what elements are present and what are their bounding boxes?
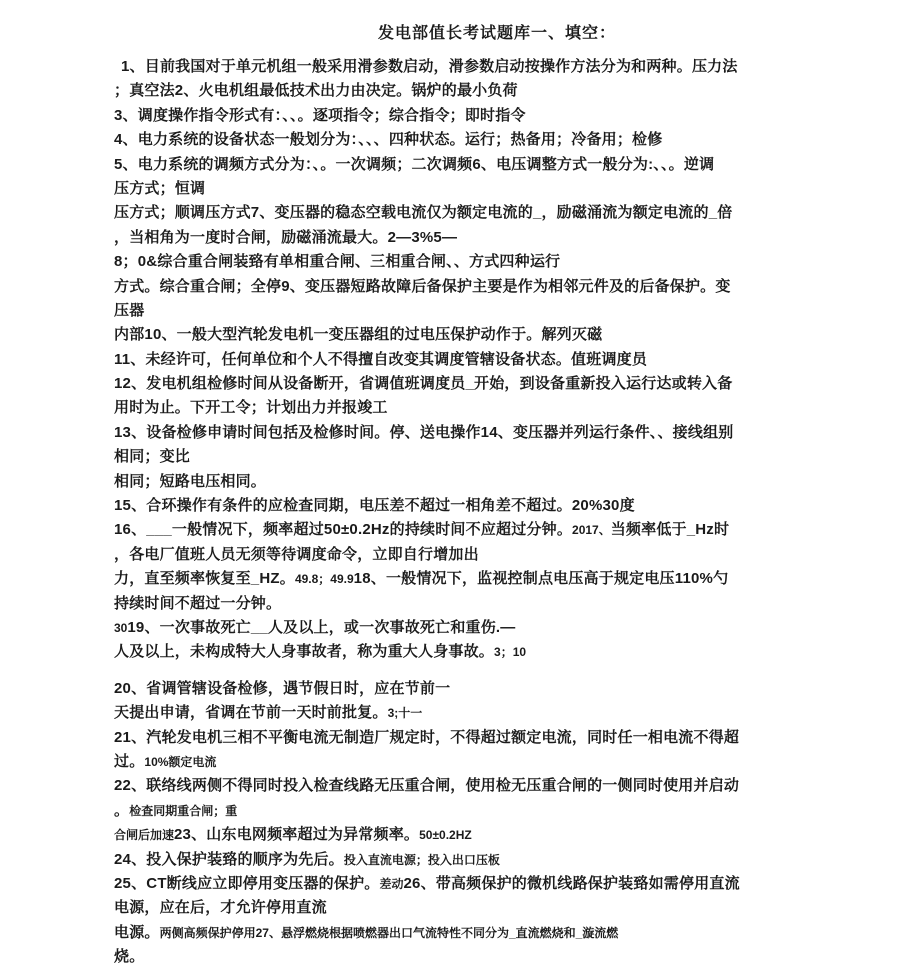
text-run: 25、CT断线应立即停用变压器的保护。 bbox=[114, 874, 380, 892]
text-run: 用时为止。下开工令；计划出力并报竣工 bbox=[114, 399, 388, 417]
text-line bbox=[114, 299, 810, 323]
text-line bbox=[114, 848, 810, 872]
text-line bbox=[114, 372, 810, 396]
text-line bbox=[114, 201, 810, 225]
text-run: 8；0&综合重合闸装臵有单相重合闸、三相重合闸、、方式四种运行 bbox=[114, 253, 561, 271]
text-run: 检查同期重合闸；重 bbox=[129, 803, 238, 818]
text-run: 内部10、一般大型汽轮发电机一变压器组的过电压保护动作于。解列灭磁 bbox=[114, 326, 603, 344]
text-run: 3、调度操作指令形式有：、、。逐项指令；综合指令；即时指令 bbox=[114, 106, 526, 124]
text-line bbox=[114, 396, 810, 420]
text-run: 。 bbox=[114, 801, 130, 819]
text-line bbox=[114, 726, 810, 750]
text-run: 4、电力系统的设备状态一般划分为：、、、四种状态。运行；热备用；冷备用；检修 bbox=[114, 131, 663, 149]
text-run: ，当相角为一度时合闸，励磁涌流最大。2—3%5— bbox=[114, 228, 458, 246]
text-line bbox=[114, 750, 810, 774]
text-run: ，各电厂值班人员无须等待调度命令，立即自行增加出 bbox=[114, 545, 479, 563]
text-run: 持续时间不超过一分钟。 bbox=[114, 594, 282, 612]
text-run: 16、___一般情况下，频率超过50±0.2Hz的持续时间不应超过分钟。 bbox=[114, 521, 573, 539]
text-run: 方式。综合重合闸；全停9、变压器短路故障后备保护主要是作为相邻元件及的后备保护。变 bbox=[114, 277, 731, 295]
text-run: 过。 bbox=[114, 752, 145, 770]
text-line bbox=[114, 55, 810, 79]
text-run: 两侧高频保护停用27、悬浮燃烧根据喷燃器出口气流特性不同分为_直流燃烧和_漩流燃 bbox=[159, 925, 619, 940]
text-run: 49.8；49.9 bbox=[294, 572, 354, 587]
text-line bbox=[114, 177, 810, 201]
text-line bbox=[114, 421, 810, 445]
text-run: 力，直至频率恢复至_HZ。 bbox=[114, 570, 295, 588]
text-run: 2017、 bbox=[572, 523, 611, 538]
text-line bbox=[114, 799, 810, 823]
text-run: 19、一次事故死亡__人及以上，或一次事故死亡和重伤.— bbox=[127, 618, 516, 636]
text-run: 13、设备检修申请时间包括及检修时间。停、送电操作14、变压器并列运行条件、、接线组别 bbox=[114, 423, 734, 441]
text-line bbox=[114, 701, 810, 725]
text-run: 21、汽轮发电机三相不平衡电流无制造厂规定时，不得超过额定电流，同时任一相电流不得超 bbox=[114, 728, 740, 746]
text-run: 人及以上，未构成特大人身事故者，称为重大人身事故。 bbox=[114, 643, 495, 661]
text-run: 压器 bbox=[114, 301, 145, 319]
text-run: 压方式；恒调 bbox=[114, 179, 206, 197]
text-line bbox=[114, 543, 810, 567]
text-line bbox=[114, 872, 810, 896]
text-line bbox=[114, 921, 810, 945]
document-title: 发电部值长考试题库一、填空： bbox=[377, 25, 616, 42]
text-run: 30 bbox=[114, 620, 128, 635]
text-run: 26、带高频保护的微机线路保护装臵如需停用直流 bbox=[403, 874, 740, 892]
text-run: 15、合环操作有条件的应检查同期，电压差不超过一相角差不超过。20%30度 bbox=[114, 497, 635, 515]
text-line bbox=[114, 323, 810, 347]
text-run: 11、未经许可，任何单位和个人不得擅自改变其调度管辖设备状态。值班调度员 bbox=[114, 350, 648, 368]
text-run: 烧。 bbox=[114, 948, 145, 966]
text-run: 天提出申请，省调在节前一天时前批复。 bbox=[114, 704, 388, 722]
text-line bbox=[114, 677, 810, 701]
text-line bbox=[114, 774, 810, 798]
text-run: 3;十一 bbox=[387, 706, 423, 721]
text-line bbox=[114, 445, 810, 469]
text-line bbox=[114, 592, 810, 616]
text-line bbox=[114, 128, 810, 152]
text-run: ；真空法2、火电机组最低技术出力由决定。锅炉的最小负荷 bbox=[114, 82, 518, 100]
text-run: 5、电力系统的调频方式分为：、。一次调频；二次调频6、电压调整方式一般分为:、、。逆调 bbox=[114, 155, 715, 173]
text-run: 12、发电机组检修时间从设备断开，省调值班调度员_开始，到设备重新投入运行达或转入备 bbox=[114, 375, 733, 393]
text-line bbox=[114, 616, 810, 640]
text-run: 合闸后加速 bbox=[114, 828, 175, 843]
text-line bbox=[114, 823, 810, 847]
text-line bbox=[114, 153, 810, 177]
text-run: 电源。 bbox=[114, 923, 160, 941]
text-run: 相同；变比 bbox=[114, 448, 191, 466]
text-run: 相同；短路电压相同。 bbox=[114, 472, 267, 490]
text-line bbox=[114, 79, 810, 103]
text-line bbox=[114, 494, 810, 518]
text-line bbox=[114, 518, 810, 542]
text-line bbox=[114, 470, 810, 494]
text-run: 电源，应在后，才允许停用直流 bbox=[114, 899, 327, 917]
text-line bbox=[114, 104, 810, 128]
text-line bbox=[114, 896, 810, 920]
text-run: 当频率低于_Hz时 bbox=[610, 521, 730, 539]
text-run: 1、目前我国对于单元机组一般采用滑参数启动，滑参数启动按操作方法分为和两种。压力法 bbox=[121, 58, 738, 75]
text-run: 投入直流电源；投入出口压板 bbox=[343, 852, 500, 867]
text-line bbox=[114, 567, 810, 591]
text-line bbox=[114, 250, 810, 274]
text-run: 3；10 bbox=[494, 645, 527, 660]
text-line bbox=[114, 275, 810, 299]
text-run: 22、联络线两侧不得同时投入检查线路无压重合闸，使用检无压重合闸的一侧同时使用并启动 bbox=[114, 777, 740, 795]
text-run: 10%额定电流 bbox=[144, 754, 217, 769]
text-run: 50±0.2HZ bbox=[419, 828, 472, 843]
text-line bbox=[114, 348, 810, 372]
text-line bbox=[114, 226, 810, 250]
text-line bbox=[114, 640, 810, 664]
text-run: 20、省调管辖设备检修，遇节假日时，应在节前一 bbox=[114, 679, 451, 697]
text-run: 18、一般情况下，监视控制点电压高于规定电压110%勺 bbox=[353, 570, 729, 588]
text-run: 23、山东电网频率超过为异常频率。 bbox=[174, 826, 420, 844]
text-run: 差动 bbox=[379, 876, 404, 891]
text-run: 24、投入保护装臵的顺序为先后。 bbox=[114, 850, 344, 868]
text-run: 压方式；顺调压方式7、变压器的稳态空载电流仅为额定电流的_，励磁涌流为额定电流的_倍 bbox=[114, 204, 733, 222]
document-body bbox=[114, 55, 810, 969]
